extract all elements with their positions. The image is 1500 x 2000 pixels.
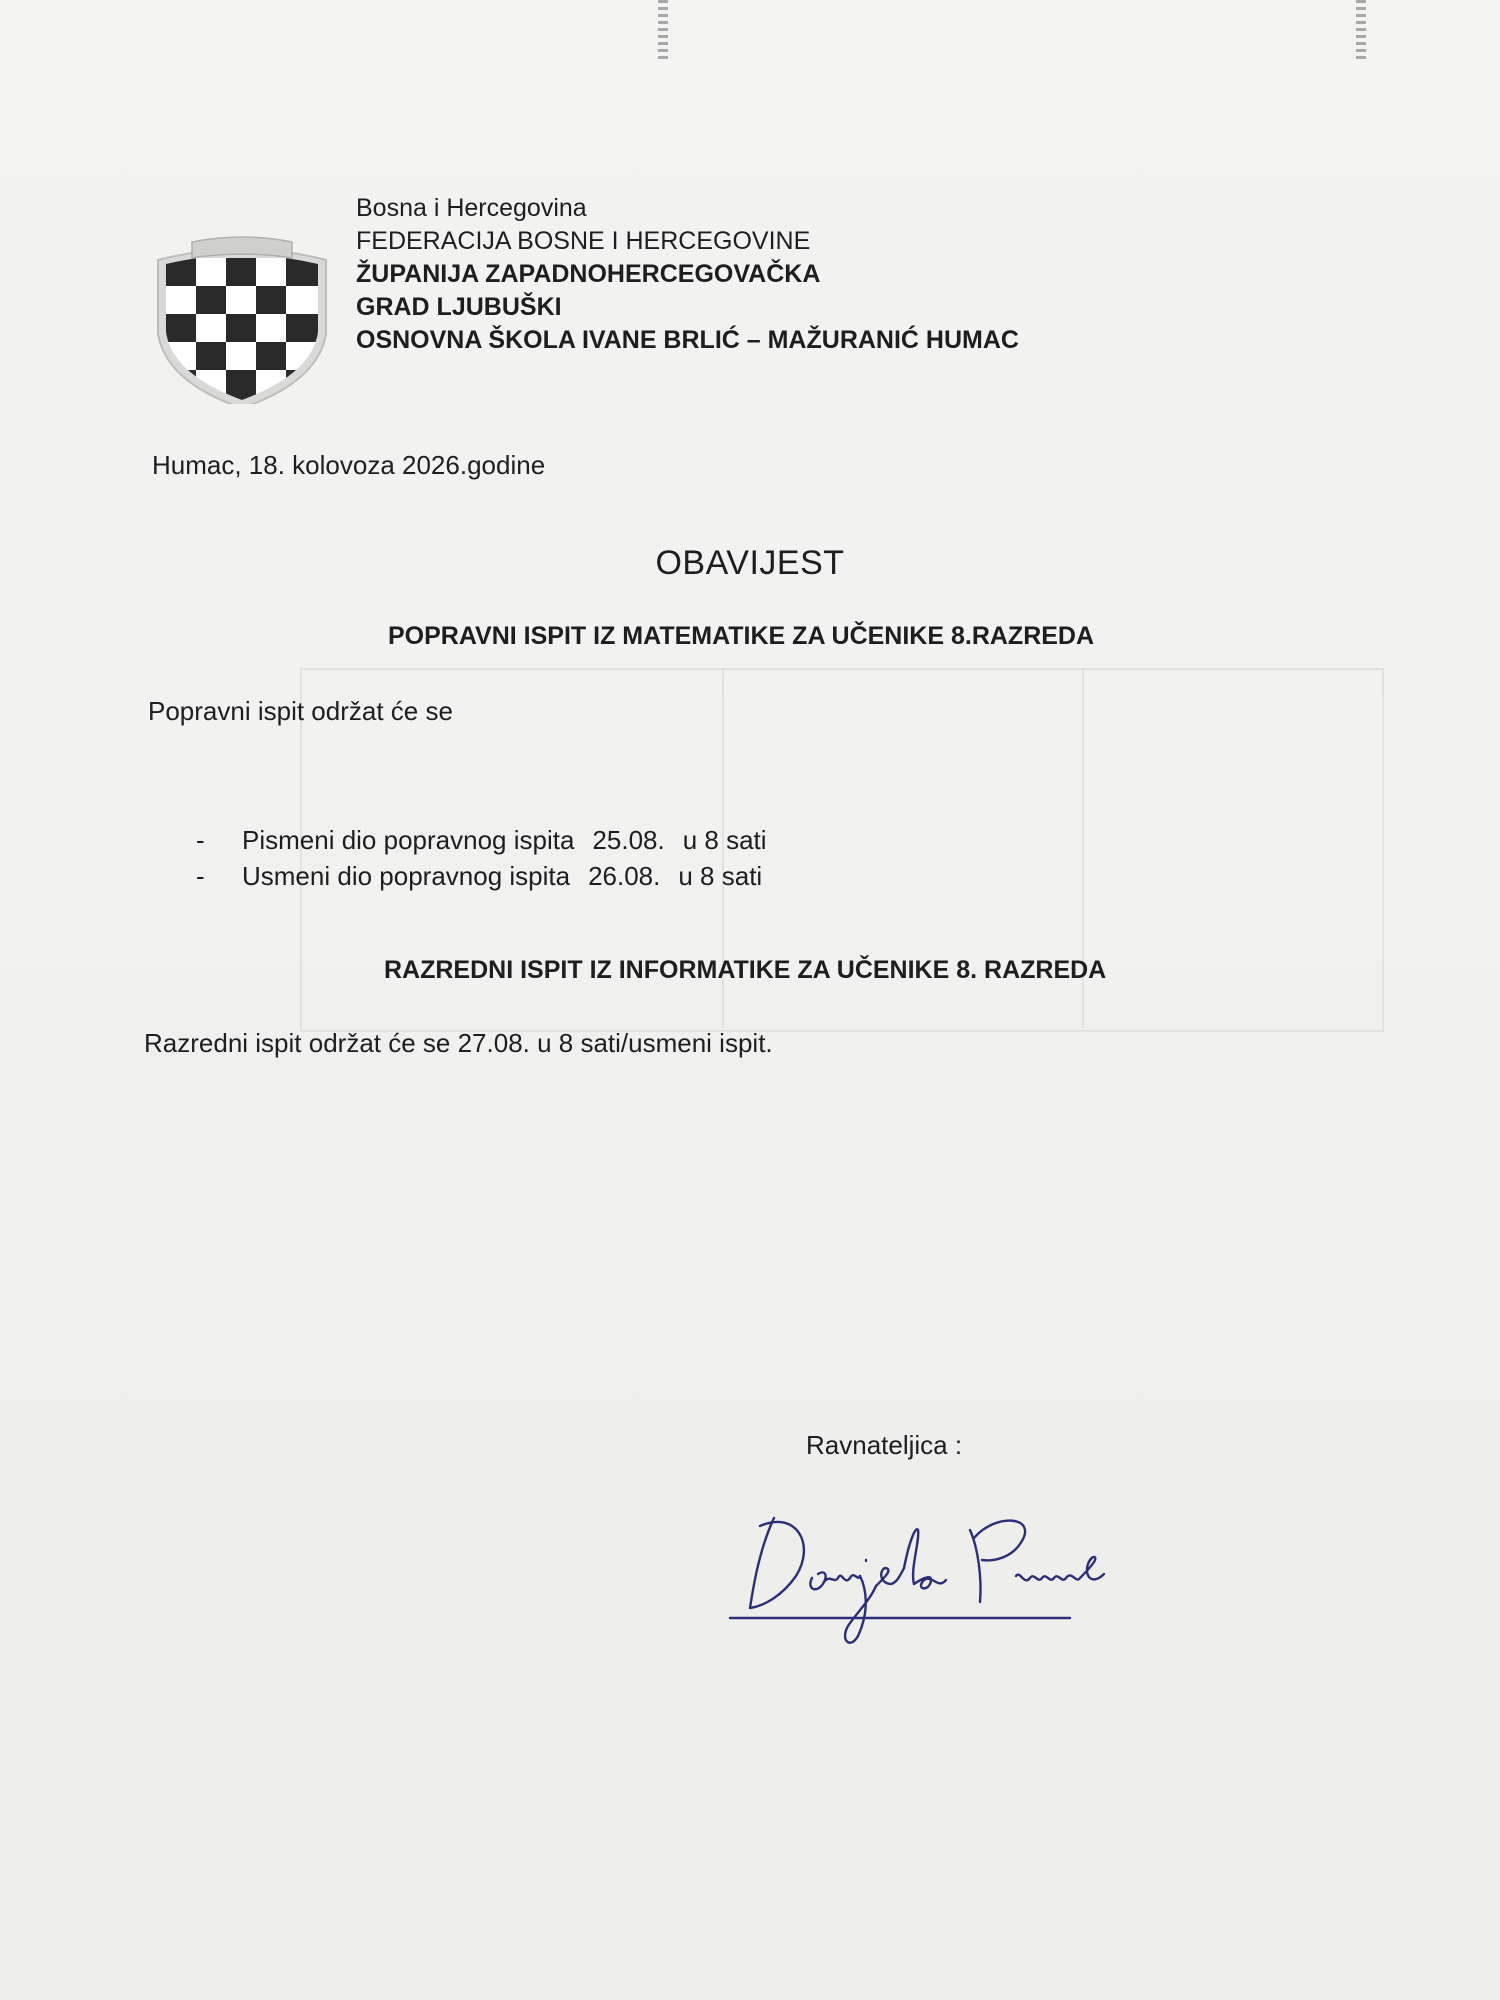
list-dash: - [196, 825, 205, 855]
header-county: ŽUPANIJA ZAPADNOHERCEGOVAČKA [356, 260, 821, 288]
list-item [196, 858, 767, 894]
checkerboard-crest-icon [152, 224, 332, 404]
institution-header [356, 192, 1019, 357]
exam-part-time: u 8 sati [678, 861, 763, 891]
scan-edge-mark [658, 0, 668, 60]
header-school: OSNOVNA ŠKOLA IVANE BRLIĆ – MAŽURANIĆ HUMAC [356, 326, 1019, 354]
header-federation: FEDERACIJA BOSNE I HERCEGOVINE [356, 227, 811, 255]
header-country: Bosna i Hercegovina [356, 194, 587, 222]
exam-part-label: Pismeni dio popravnog ispita [242, 825, 575, 855]
math-exam-schedule [196, 822, 767, 894]
document-title: OBAVIJEST [655, 544, 845, 582]
signer-title: Ravnateljica : [806, 1430, 963, 1460]
informatics-exam-heading: RAZREDNI ISPIT IZ INFORMATIKE ZA UČENIKE 8. RAZREDA [384, 956, 1107, 984]
handwritten-signature [720, 1490, 1150, 1650]
list-dash: - [196, 861, 205, 891]
exam-part-date: 26.08. [588, 861, 661, 891]
exam-part-date: 25.08. [592, 825, 665, 855]
informatics-exam-text: Razredni ispit održat će se 27.08. u 8 sati/usmeni ispit. [144, 1028, 773, 1058]
exam-part-label: Usmeni dio popravnog ispita [242, 861, 571, 891]
scan-edge-mark [1356, 0, 1366, 60]
math-exam-heading: POPRAVNI ISPIT IZ MATEMATIKE ZA UČENIKE 8.RAZREDA [388, 622, 1095, 650]
list-item [196, 822, 767, 858]
document-date: Humac, 18. kolovoza 2026.godine [152, 450, 546, 480]
math-exam-intro: Popravni ispit održat će se [148, 696, 453, 726]
exam-part-time: u 8 sati [682, 825, 767, 855]
header-city: GRAD LJUBUŠKI [356, 293, 562, 321]
